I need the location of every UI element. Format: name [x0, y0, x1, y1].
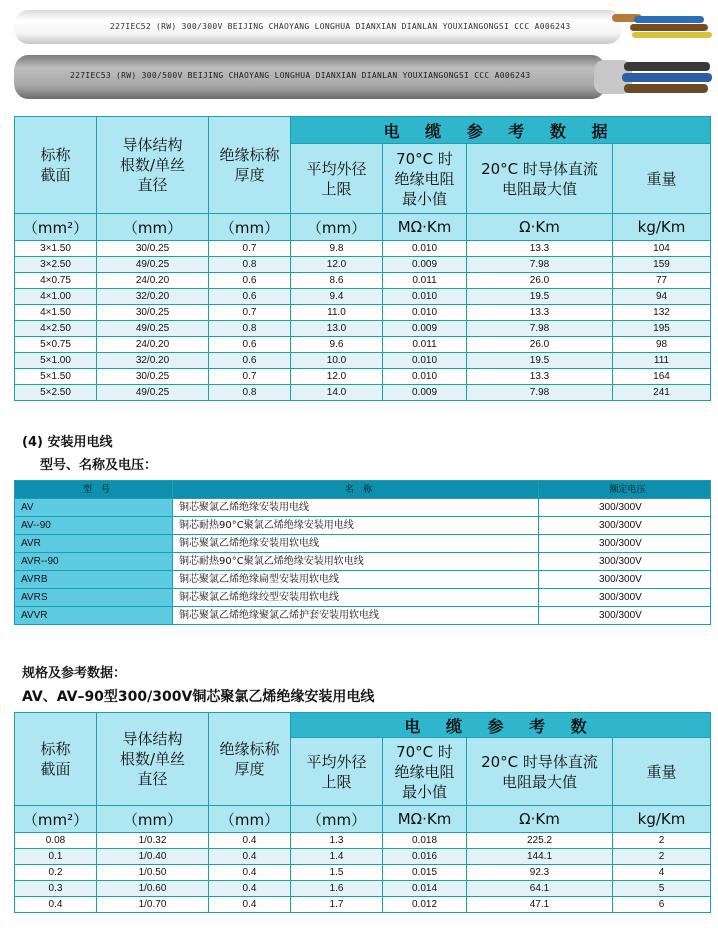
table-row — [15, 553, 711, 571]
model-voltage: 300/300V — [539, 571, 711, 589]
cell-ins-resistance: 0.009 — [383, 321, 467, 337]
model-name: 铜芯聚氯乙烯绝缘聚氯乙烯护套安装用软电线 — [173, 607, 539, 625]
cell-ins-resistance: 0.010 — [383, 241, 467, 257]
cell-weight: 77 — [613, 273, 711, 289]
model-code: AVRB — [15, 571, 173, 589]
cell-diameter: 1.6 — [291, 881, 383, 897]
cell-insulation: 0.4 — [209, 833, 291, 849]
cell-section: 0.2 — [15, 865, 97, 881]
cell-structure: 1/0.60 — [97, 881, 209, 897]
model-voltage: 300/300V — [539, 553, 711, 571]
cell-structure: 49/0.25 — [97, 385, 209, 401]
table-row — [15, 607, 711, 625]
col-diameter-header: 平均外径 上限 — [291, 738, 383, 806]
model-name-header: 名 称 — [173, 481, 539, 499]
cell-diameter: 14.0 — [291, 385, 383, 401]
cell-insulation: 0.8 — [209, 321, 291, 337]
cell-diameter: 9.8 — [291, 241, 383, 257]
cell-section: 5×1.50 — [15, 369, 97, 385]
model-name: 铜芯耐热90°C聚氯乙烯绝缘安装用电线 — [173, 517, 539, 535]
cell-ins-resistance: 0.009 — [383, 257, 467, 273]
cell-dc-resistance: 26.0 — [467, 337, 613, 353]
cell-ins-resistance: 0.018 — [383, 833, 467, 849]
col-insulation-header: 绝缘标称 厚度 — [209, 117, 291, 214]
cell-section: 5×0.75 — [15, 337, 97, 353]
spec-table-1 — [14, 116, 711, 401]
cable-print-1: 227IEC52 (RW) 300/300V BEIJING CHAOYANG LONGHUA DIANXIAN DIANLAN YOUXIANGONGSI CCC A006243 — [110, 22, 571, 31]
unit-dc-resistance: Ω·Km — [467, 214, 613, 241]
table-row — [15, 257, 711, 273]
cell-dc-resistance: 64.1 — [467, 881, 613, 897]
cell-dc-resistance: 19.5 — [467, 289, 613, 305]
cell-section: 5×2.50 — [15, 385, 97, 401]
unit-weight: kg/Km — [613, 214, 711, 241]
cell-section: 5×1.00 — [15, 353, 97, 369]
cell-weight: 164 — [613, 369, 711, 385]
cell-section: 4×2.50 — [15, 321, 97, 337]
cell-ins-resistance: 0.010 — [383, 305, 467, 321]
cell-diameter: 9.6 — [291, 337, 383, 353]
unit-weight: kg/Km — [613, 806, 711, 833]
cell-insulation: 0.4 — [209, 897, 291, 913]
model-voltage-header: 额定电压 — [539, 481, 711, 499]
cell-weight: 241 — [613, 385, 711, 401]
cell-diameter: 9.4 — [291, 289, 383, 305]
cell-diameter: 1.5 — [291, 865, 383, 881]
cell-dc-resistance: 92.3 — [467, 865, 613, 881]
cell-section: 4×1.00 — [15, 289, 97, 305]
table-row — [15, 535, 711, 553]
cell-section: 4×1.50 — [15, 305, 97, 321]
col-structure-header: 导体结构 根数/单丝 直径 — [97, 713, 209, 806]
cell-ins-resistance: 0.010 — [383, 353, 467, 369]
cell-ins-resistance: 0.011 — [383, 273, 467, 289]
unit-ins-resistance: MΩ·Km — [383, 806, 467, 833]
cell-diameter: 13.0 — [291, 321, 383, 337]
col-section-header: 标称 截面 — [15, 117, 97, 214]
model-code: AVR--90 — [15, 553, 173, 571]
model-voltage: 300/300V — [539, 607, 711, 625]
cell-weight: 94 — [613, 289, 711, 305]
cable-white-cores — [604, 12, 714, 44]
cell-insulation: 0.6 — [209, 273, 291, 289]
av-heading: AV、AV–90型300/300V铜芯聚氯乙烯绝缘安装用电线 — [22, 689, 375, 705]
cell-ins-resistance: 0.015 — [383, 865, 467, 881]
spec-table-2-body — [15, 833, 711, 913]
table-row — [15, 337, 711, 353]
col-dc-resistance-header: 20°C 时导体直流 电阻最大值 — [467, 144, 613, 214]
cell-structure: 1/0.40 — [97, 849, 209, 865]
cell-diameter: 12.0 — [291, 369, 383, 385]
table-row — [15, 589, 711, 607]
table-row — [15, 833, 711, 849]
cell-ins-resistance: 0.011 — [383, 337, 467, 353]
cell-dc-resistance: 47.1 — [467, 897, 613, 913]
cell-section: 0.1 — [15, 849, 97, 865]
col-dc-resistance-header: 20°C 时导体直流 电阻最大值 — [467, 738, 613, 806]
cell-ins-resistance: 0.016 — [383, 849, 467, 865]
cable-reference-data-header: 电 缆 参 考 数 — [291, 713, 711, 738]
col-section-header: 标称 截面 — [15, 713, 97, 806]
table-row — [15, 369, 711, 385]
col-weight-header: 重量 — [613, 144, 711, 214]
cell-section: 0.08 — [15, 833, 97, 849]
cell-structure: 32/0.20 — [97, 289, 209, 305]
col-diameter-header: 平均外径 上限 — [291, 144, 383, 214]
unit-structure: （mm） — [97, 806, 209, 833]
cell-structure: 49/0.25 — [97, 321, 209, 337]
col-structure-header: 导体结构 根数/单丝 直径 — [97, 117, 209, 214]
model-voltage: 300/300V — [539, 589, 711, 607]
cell-insulation: 0.4 — [209, 849, 291, 865]
model-name: 铜芯耐热90°C聚氯乙烯绝缘安装用软电线 — [173, 553, 539, 571]
model-code: AVR — [15, 535, 173, 553]
cell-ins-resistance: 0.010 — [383, 369, 467, 385]
cell-section: 3×1.50 — [15, 241, 97, 257]
cell-weight: 98 — [613, 337, 711, 353]
cell-diameter: 1.4 — [291, 849, 383, 865]
cell-weight: 2 — [613, 833, 711, 849]
model-code-header: 型 号 — [15, 481, 173, 499]
table-row — [15, 865, 711, 881]
cell-structure: 30/0.25 — [97, 369, 209, 385]
model-table — [14, 480, 711, 625]
cell-weight: 111 — [613, 353, 711, 369]
cell-dc-resistance: 7.98 — [467, 321, 613, 337]
spec-table-1-body — [15, 241, 711, 401]
model-voltage: 300/300V — [539, 535, 711, 553]
model-name: 铜芯聚氯乙烯绝缘安装用软电线 — [173, 535, 539, 553]
table-row — [15, 881, 711, 897]
unit-section: （mm²） — [15, 214, 97, 241]
cell-diameter: 10.0 — [291, 353, 383, 369]
cell-section: 3×2.50 — [15, 257, 97, 273]
cell-insulation: 0.8 — [209, 385, 291, 401]
model-code: AV--90 — [15, 517, 173, 535]
table-row — [15, 289, 711, 305]
table-row — [15, 517, 711, 535]
spec-table-2 — [14, 712, 711, 913]
cell-diameter: 1.7 — [291, 897, 383, 913]
col-insulation-header: 绝缘标称 厚度 — [209, 713, 291, 806]
cable-white — [14, 10, 622, 44]
cell-structure: 32/0.20 — [97, 353, 209, 369]
cell-dc-resistance: 26.0 — [467, 273, 613, 289]
table-row — [15, 385, 711, 401]
table-row — [15, 897, 711, 913]
cell-weight: 159 — [613, 257, 711, 273]
cell-weight: 2 — [613, 849, 711, 865]
cell-insulation: 0.7 — [209, 305, 291, 321]
table-row — [15, 305, 711, 321]
model-code: AVVR — [15, 607, 173, 625]
model-code: AVRS — [15, 589, 173, 607]
cell-section: 0.3 — [15, 881, 97, 897]
unit-insulation: （mm） — [209, 806, 291, 833]
cell-diameter: 8.6 — [291, 273, 383, 289]
unit-diameter: （mm） — [291, 214, 383, 241]
cell-dc-resistance: 13.3 — [467, 305, 613, 321]
section-4-subtitle: 型号、名称及电压： — [40, 458, 158, 473]
unit-section: （mm²） — [15, 806, 97, 833]
col-ins-resistance-header: 70°C 时 绝缘电阻 最小值 — [383, 144, 467, 214]
cell-diameter: 11.0 — [291, 305, 383, 321]
cell-dc-resistance: 225.2 — [467, 833, 613, 849]
model-name: 铜芯聚氯乙烯绝缘绞型安装用软电线 — [173, 589, 539, 607]
cell-weight: 195 — [613, 321, 711, 337]
cell-ins-resistance: 0.009 — [383, 385, 467, 401]
cell-structure: 49/0.25 — [97, 257, 209, 273]
table-row — [15, 849, 711, 865]
unit-structure: （mm） — [97, 214, 209, 241]
cell-diameter: 1.3 — [291, 833, 383, 849]
cable-reference-data-header: 电 缆 参 考 数 据 — [291, 117, 711, 144]
table-row — [15, 571, 711, 589]
cell-structure: 1/0.50 — [97, 865, 209, 881]
cable-print-2: 227IEC53 (RW) 300/500V BEIJING CHAOYANG LONGHUA DIANXIAN DIANLAN YOUXIANGONGSI CCC A006243 — [70, 71, 531, 80]
cell-weight: 5 — [613, 881, 711, 897]
cell-structure: 1/0.70 — [97, 897, 209, 913]
table-row — [15, 273, 711, 289]
cell-dc-resistance: 13.3 — [467, 241, 613, 257]
cell-ins-resistance: 0.012 — [383, 897, 467, 913]
cell-dc-resistance: 7.98 — [467, 257, 613, 273]
cable-photo — [0, 0, 718, 112]
section-4-title: (4) 安装用电线 — [22, 435, 113, 450]
cell-insulation: 0.4 — [209, 881, 291, 897]
cell-insulation: 0.6 — [209, 353, 291, 369]
unit-ins-resistance: MΩ·Km — [383, 214, 467, 241]
model-name: 铜芯聚氯乙烯绝缘扁型安装用软电线 — [173, 571, 539, 589]
cell-dc-resistance: 144.1 — [467, 849, 613, 865]
cell-ins-resistance: 0.014 — [383, 881, 467, 897]
model-code: AV — [15, 499, 173, 517]
cell-structure: 30/0.25 — [97, 241, 209, 257]
cell-section: 0.4 — [15, 897, 97, 913]
cell-dc-resistance: 7.98 — [467, 385, 613, 401]
cell-insulation: 0.4 — [209, 865, 291, 881]
cell-structure: 1/0.32 — [97, 833, 209, 849]
model-voltage: 300/300V — [539, 517, 711, 535]
col-weight-header: 重量 — [613, 738, 711, 806]
unit-diameter: （mm） — [291, 806, 383, 833]
cell-ins-resistance: 0.010 — [383, 289, 467, 305]
cell-weight: 132 — [613, 305, 711, 321]
cell-weight: 4 — [613, 865, 711, 881]
table-row — [15, 353, 711, 369]
cell-section: 4×0.75 — [15, 273, 97, 289]
cell-insulation: 0.6 — [209, 289, 291, 305]
cell-dc-resistance: 19.5 — [467, 353, 613, 369]
cable-grey — [14, 55, 606, 99]
cell-structure: 24/0.20 — [97, 337, 209, 353]
cell-weight: 104 — [613, 241, 711, 257]
cell-insulation: 0.8 — [209, 257, 291, 273]
unit-dc-resistance: Ω·Km — [467, 806, 613, 833]
model-name: 铜芯聚氯乙烯绝缘安装用电线 — [173, 499, 539, 517]
cell-weight: 6 — [613, 897, 711, 913]
table-row — [15, 241, 711, 257]
cell-dc-resistance: 13.3 — [467, 369, 613, 385]
model-table-body — [15, 499, 711, 625]
cell-insulation: 0.7 — [209, 241, 291, 257]
cell-structure: 30/0.25 — [97, 305, 209, 321]
table-row — [15, 499, 711, 517]
cell-insulation: 0.7 — [209, 369, 291, 385]
spec-heading: 规格及参考数据： — [22, 666, 127, 681]
table-row — [15, 321, 711, 337]
cell-insulation: 0.6 — [209, 337, 291, 353]
col-ins-resistance-header: 70°C 时 绝缘电阻 最小值 — [383, 738, 467, 806]
cell-structure: 24/0.20 — [97, 273, 209, 289]
cable-grey-cores — [588, 56, 716, 100]
model-voltage: 300/300V — [539, 499, 711, 517]
unit-insulation: （mm） — [209, 214, 291, 241]
cell-diameter: 12.0 — [291, 257, 383, 273]
